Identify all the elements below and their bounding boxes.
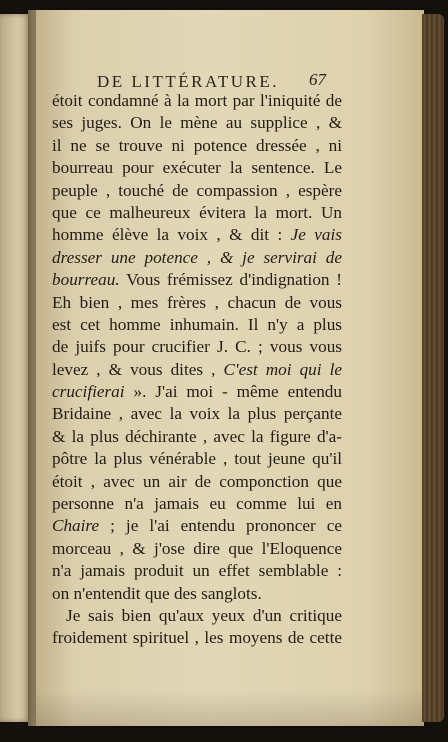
body-text [52,90,342,650]
text-line [52,403,342,425]
roman-segment: ; je l'ai entendu prononcer ce [99,516,342,536]
text-line [52,448,342,470]
roman-segment: est cet homme inhumain. Il n'y a plus [52,314,342,334]
text-line [52,381,342,403]
roman-segment: pôtre la plus vénérable , tout jeune qu'il [52,449,342,469]
text-line [52,135,342,157]
text-line [52,359,342,381]
roman-segment: levez , & vous dites , [52,359,224,379]
text-line [52,426,342,448]
italic-segment: crucifierai [52,382,125,402]
roman-segment: peuple , touché de compassion , espère [52,180,342,200]
italic-segment: dresser une potence , & je servirai de [52,247,342,267]
roman-segment: froidement spirituel , les moyens de cette [52,628,342,648]
running-head: DE LITTÉRATURE. [97,72,279,91]
text-line [52,471,342,493]
italic-segment: Chaire [52,516,100,536]
facing-page-edge [0,14,30,722]
text-line [52,583,342,605]
text-line [52,336,342,358]
text-line [52,560,342,582]
page-shadow [36,690,424,726]
text-line [52,538,342,560]
roman-segment: que ce malheureux évitera la mort. Un [52,202,342,222]
roman-segment: Eh bien , mes frères , chacun de vous [52,292,342,312]
text-line [52,627,342,649]
roman-segment: on n'entendit que des sanglots. [52,583,262,603]
text-line [52,605,342,627]
text-line [52,180,342,202]
roman-segment: Vous frémissez d'indignation ! [119,270,342,290]
italic-segment: bourreau. [52,270,120,290]
text-line [52,112,342,134]
text-line [52,90,342,112]
italic-segment: Je vais [290,225,342,245]
roman-segment: & la plus déchirante , avec la figure d'a- [52,426,342,446]
roman-segment: ». J'ai moi - même entendu [124,382,342,402]
roman-segment: personne n'a jamais eu comme lui en [52,494,342,514]
text-line [52,269,342,291]
text-line [52,224,342,246]
text-line [52,314,342,336]
page-block-edge [422,14,444,722]
text-line [52,515,342,537]
roman-segment: Bridaine , avec la voix la plus perçante [52,404,342,424]
text-line [52,292,342,314]
text-line [52,493,342,515]
roman-segment: bourreau pour exécuter la sentence. Le [52,158,342,178]
roman-segment: n'a jamais produit un effet semblable : [52,561,342,581]
roman-segment: homme élève la voix , & dit : [52,225,291,245]
roman-segment: Je sais bien qu'aux yeux d'un critique [66,605,342,625]
text-line [52,247,342,269]
roman-segment: il ne se trouve ni potence dressée , ni [52,135,342,155]
text-line [52,157,342,179]
roman-segment: de juifs pour crucifier J. C. ; vous vous [52,337,342,357]
roman-segment: ses juges. On le mène au supplice , & [52,113,342,133]
roman-segment: morceau , & j'ose dire que l'Eloquence [52,538,342,558]
text-line [52,202,342,224]
roman-segment: étoit , avec un air de componction que [52,471,342,491]
page-number: 67 [309,70,326,89]
italic-segment: C'est moi qui le [223,359,342,379]
roman-segment: étoit condamné à la mort par l'iniquité de [52,91,342,110]
